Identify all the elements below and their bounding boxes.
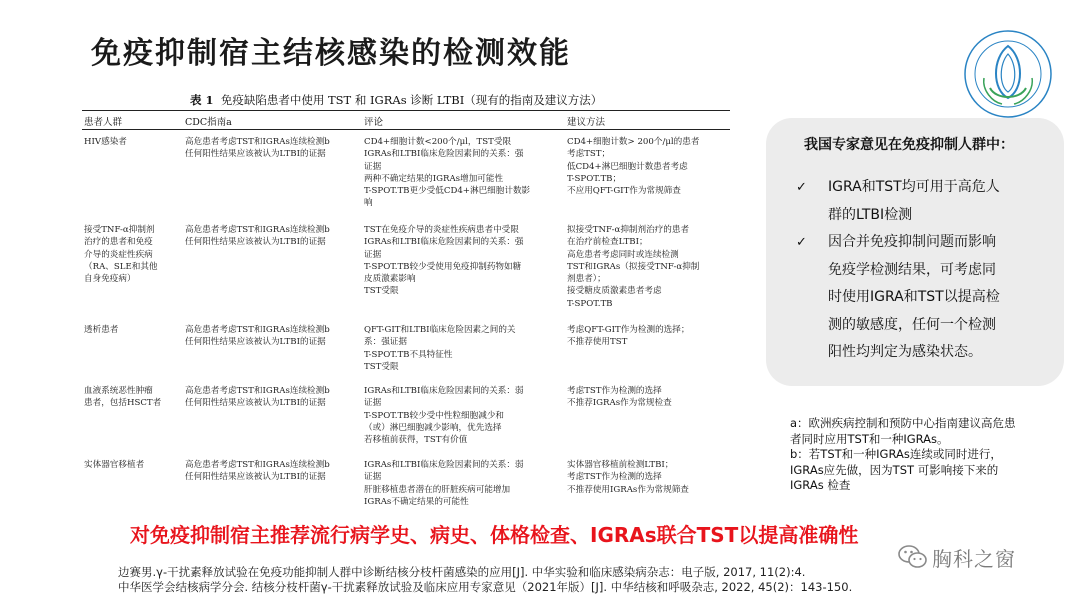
table-row-comment: IGRAs和LTBI临床危险因素间的关系：弱 证据 肝脏移植患者潜在的肝脏疾病可能增加 IGRAs不确定结果的可能性 [364, 460, 524, 507]
table-row-comment: QFT-GIT和LTBI临床危险因素之间的关 系：强证据 T-SPOT.TB不具特征性 TST受限 [364, 325, 516, 372]
table-caption [190, 92, 602, 108]
check-icon: ✓ [796, 180, 807, 195]
table-row-advice: 考虑TST作为检测的选择 不推荐IGRAs作为常规检查 [567, 386, 672, 409]
table-row-advice: 实体器官移植前检测LTBI； 考虑TST作为检测的选择 不推荐使用IGRAs作为常规筛查 [567, 460, 689, 495]
table-header: CDC指南a [185, 117, 232, 128]
table-row-cdc: 高危患者考虑TST和IGRAs连续检测b 任何阳性结果应该被认为LTBI的证据 [185, 325, 330, 348]
footnotes: a：欧洲疾病控制和预防中心指南建议高危患 者同时应用TST和一种IGRAs。 b：若TST和一种IGRAs连续或同时进行， IGRAs应先做，因为TST 可影响接下来的 IGRAs 检查 [790, 416, 1016, 492]
table-row-advice: 拟接受TNF-α抑制剂治疗的患者 在治疗前检查LTBI； 高危患者考虑同时或连续检测 TST和IGRAs（拟接受TNF-α抑制 剂患者）； 接受糖皮质激素患者考虑 T-SPOT.TB [567, 225, 700, 309]
table-caption-number: 表 1 [190, 93, 214, 107]
check-icon: ✓ [796, 235, 807, 250]
expert-bullet: ✓ 因合并免疫抑制问题而影响 免疫学检测结果，可考虑同 时使用IGRA和TST以提高检 测的敏感度，任何一个检测 阳性均判定为感染状态。 [796, 229, 1056, 367]
table-caption-text: 免疫缺陷患者中使用 TST 和 IGRAs 诊断 LTBI（现有的指南及建议方法） [220, 93, 603, 107]
table-row-cdc: 高危患者考虑TST和IGRAs连续检测b 任何阳性结果应该被认为LTBI的证据 [185, 386, 330, 409]
references [118, 565, 852, 595]
table-row-cdc: 高危患者考虑TST和IGRAs连续检测b 任何阳性结果应该被认为LTBI的证据 [185, 137, 330, 160]
table-row-group: 透析患者 [84, 325, 119, 335]
table-row-comment: CD4+细胞计数<200个/μl，TST受限 IGRAs和LTBI临床危险因素间的关系：强 证据 两种不确定结果的IGRAs增加可能性 T-SPOT.TB更少受低CD4+淋巴细胞计数影 响 [364, 137, 531, 209]
watermark [898, 542, 1016, 572]
table-header: 患者人群 [84, 117, 123, 128]
expert-opinion-box [766, 118, 1064, 386]
reference-item: 中华医学会结核病学分会. 结核分枝杆菌γ-干扰素释放试验及临床应用专家意见（2021年版）[J]. 中华结核和呼吸杂志, 2022, 45(2)：143-150. [118, 580, 853, 594]
table-row-cdc: 高危患者考虑TST和IGRAs连续检测b 任何阳性结果应该被认为LTBI的证据 [185, 460, 330, 483]
table-row-comment: TST在免疫介导的炎症性疾病患者中受限 IGRAs和LTBI临床危险因素间的关系：强 证据 T-SPOT.TB较少受使用免疫抑制药物如糖 皮质激素影响 TST受限 [364, 225, 524, 297]
table-row-advice: CD4+细胞计数> 200个/μl的患者 考虑TST； 低CD4+淋巴细胞计数患者考虑 T-SPOT.TB； 不应用QFT-GIT作为常规筛查 [567, 137, 700, 197]
table-header-rule [82, 129, 730, 130]
table-header: 建议方法 [567, 117, 606, 128]
wechat-icon [898, 544, 928, 570]
table-row-group: 实体器官移植者 [84, 460, 145, 470]
expert-bullet: ✓ IGRA和TST均可用于高危人 群的LTBI检测 [796, 174, 1056, 229]
table-row-cdc: 高危患者考虑TST和IGRAs连续检测b 任何阳性结果应该被认为LTBI的证据 [185, 225, 330, 248]
table-row-group: HIV感染者 [84, 137, 127, 147]
guideline-table [82, 110, 730, 510]
watermark-text: 胸科之窗 [932, 546, 1016, 571]
reference-item: 边赛男.γ-干扰素释放试验在免疫功能抑制人群中诊断结核分枝杆菌感染的应用[J]. 中华实验和临床感染病杂志：电子版, 2017, 11(2):4. [118, 565, 806, 579]
table-row-comment: IGRAs和LTBI临床危险因素间的关系：弱 证据 T-SPOT.TB较少受中性粒细胞减少和 （或）淋巴细胞减少影响，优先选择 若移植前获得，TST有价值 [364, 386, 524, 446]
expert-opinion-title: 我国专家意见在免疫抑制人群中： [804, 137, 1014, 153]
slide-title: 免疫抑制宿主结核感染的检测效能 [91, 36, 571, 71]
table-header: 评论 [364, 117, 384, 128]
table-top-rule [82, 110, 730, 111]
table-row-advice: 考虑QFT-GIT作为检测的选择； 不推荐使用TST [567, 325, 690, 348]
organization-logo [962, 28, 1054, 120]
key-recommendation: 对免疫抑制宿主推荐流行病学史、病史、体格检查、IGRAs联合TST以提高准确性 [130, 523, 859, 547]
table-row-group: 血液系统恶性肿瘤 患者，包括HSCT者 [84, 386, 162, 409]
table-row-group: 接受TNF-α抑制剂 治疗的患者和免疫 介导的炎症性疾病 （RA、SLE和其他 自身免疫病） [84, 225, 158, 285]
